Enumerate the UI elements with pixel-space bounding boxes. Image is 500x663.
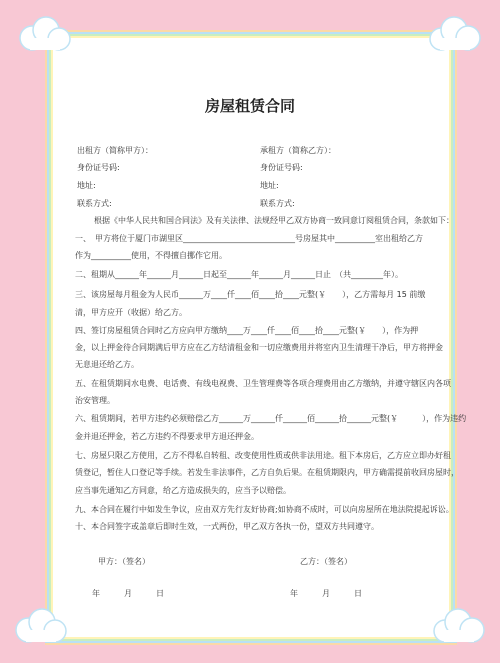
- clause-line: 清，甲方应开（收据）给乙方。: [75, 308, 187, 317]
- clause-line: 六、租赁期间，若甲方违约必须赔偿乙方______万______仟______佰______拾______元整(￥ ），作为违约: [75, 414, 467, 423]
- lessor-label: 出租方（简称甲方）：: [77, 146, 153, 155]
- rainbow-border-top: [45, 30, 457, 38]
- clause-line: 十、本合同签字或盖章后即时生效，一式两份，甲乙双方各执一份，望双方共同遵守。: [75, 522, 379, 531]
- clause-line: 赁登记，暂住人口登记等手续。若发生非法事件，乙方自负后果。在租赁期限内，甲方确需提前收回房屋时，: [75, 468, 459, 477]
- clause-line: 金，以上押金待合同期满后甲方应在乙方结清租金和一切应缴费用并将室内卫生清理干净后，甲方将押金: [75, 343, 443, 352]
- document-title: 房屋租赁合同: [204, 97, 295, 115]
- party-b-signature-label: 乙方：（签名）: [300, 557, 352, 566]
- party-a-signature-label: 甲方：（签名）: [98, 557, 150, 566]
- party-b-date-label: 年 月 日: [290, 589, 362, 598]
- clause-line: 治安管理。: [75, 396, 115, 405]
- clause-line: 五、在租赁期间水电费、电话费、有线电视费、卫生管理费等各项合理费用由乙方缴纳，并遵守辖区内各项: [75, 379, 451, 388]
- lessee-contact-label: 联系方式:: [260, 199, 295, 208]
- cloud-icon: [426, 14, 486, 54]
- clause-line: 九、本合同在履行中如发生争议，应由双方先行友好协商;如协商不成时，可以向房屋所在地法院提起诉讼。: [75, 505, 454, 514]
- clause-line: 七、房屋只限乙方使用，乙方不得私自转租、改变使用性质或供非法用途。租下本房后，乙方应立即办好租: [75, 451, 451, 460]
- cloud-icon: [14, 14, 74, 54]
- clause-line: 一、 甲方将位于厦门市湖里区____________________________号房屋其中__________室出租给乙方: [75, 234, 423, 243]
- party-a-date-label: 年 月 日: [92, 589, 164, 598]
- intro-paragraph: 根据《中华人民共和国合同法》及有关法律、法规经甲乙双方协商一致同意订阅租赁合同，条款如下：: [94, 216, 454, 225]
- lessor-contact-label: 联系方式:: [77, 199, 112, 208]
- lessee-address-label: 地址:: [260, 181, 279, 190]
- clause-line: 三、该房屋每月租金为人民币______万____仟____佰____拾____元整(￥ ），乙方需每月 15 前缴: [75, 290, 426, 299]
- clause-line: 无息退还给乙方。: [75, 360, 139, 369]
- rainbow-border-right: [449, 30, 457, 645]
- lessee-label: 承租方（简称乙方）：: [260, 146, 336, 155]
- rainbow-border-bottom: [45, 637, 457, 645]
- clause-line: 应当事先通知乙方同意，给乙方造成损失的，应当予以赔偿。: [75, 486, 291, 495]
- cloud-icon: [10, 606, 70, 646]
- clause-line: 二、租期从______年______月______日起至______年______月______日止 （共________年）。: [75, 270, 403, 279]
- clause-line: 四、签订房屋租赁合同时乙方应向甲方缴纳____万____仟____佰____拾____元整(￥ ），作为押: [75, 326, 419, 335]
- lessor-id-label: 身份证号码:: [77, 163, 120, 172]
- clause-line: 作为__________使用，不得擅自挪作它用。: [75, 251, 227, 260]
- lessor-address-label: 地址:: [77, 181, 96, 190]
- lessee-id-label: 身份证号码:: [260, 163, 303, 172]
- clause-line: 金并退还押金，若乙方违约不得要求甲方退还押金。: [75, 432, 259, 441]
- document-paper: [53, 38, 449, 637]
- rainbow-border-left: [45, 30, 53, 645]
- cloud-icon: [430, 606, 490, 646]
